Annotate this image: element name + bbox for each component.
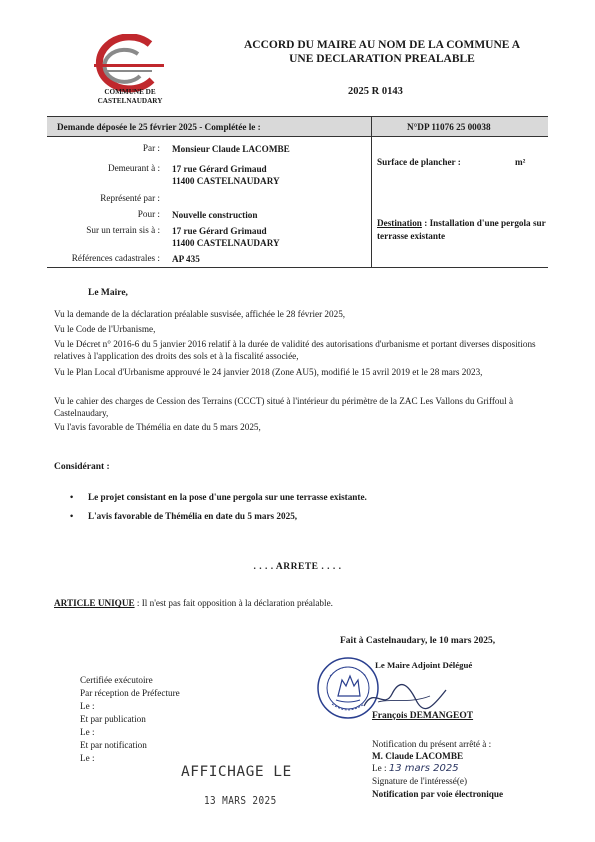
fait-a: Fait à Castelnaudary, le 10 mars 2025, xyxy=(340,636,496,646)
surface-unit: m² xyxy=(515,157,526,167)
notification-heading: Notification du présent arrêté à : xyxy=(372,739,492,749)
value-terrain: 17 rue Gérard Grimaud 11400 CASTELNAUDARY xyxy=(172,226,280,248)
affichage-stamp: AFFICHAGE LE xyxy=(181,764,292,780)
considerant-item: • L'avis favorable de Thémélia en date du 5 mars 2025, xyxy=(70,511,298,521)
certification-line: Certifiée exécutoire xyxy=(80,675,153,685)
notification-date: Le : 13 mars 2025 xyxy=(372,763,459,774)
request-table-header xyxy=(47,117,548,137)
label-par: Par : xyxy=(142,143,160,153)
label-terrain: Sur un terrain sis à : xyxy=(86,225,160,235)
vu-line: Vu le cahier des charges de Cession des Terrains (CCCT) situé à l'intérieur du périmètre de la ZAC Les Vallons du Griffoul à Castelnaudary, xyxy=(54,396,514,418)
signatory-name: François DEMANGEOT xyxy=(372,711,474,721)
label-represente: Représenté par : xyxy=(100,193,160,203)
document-title: ACCORD DU MAIRE AU NOM DE LA COMMUNE A UNE DECLARATION PREALABLE xyxy=(244,39,520,65)
article-unique: ARTICLE UNIQUE : Il n'est pas fait opposition à la déclaration préalable. xyxy=(54,598,333,608)
vu-line: Vu la demande de la déclaration préalable susvisée, affichée le 28 février 2025, xyxy=(54,309,346,319)
vu-line: Vu le Plan Local d'Urbanisme approuvé le 24 janvier 2018 (Zone AU5), modifié le 15 avril 2019 et le 28 mars 2023, xyxy=(54,367,483,377)
value-demeurant: 17 rue Gérard Grimaud 11400 CASTELNAUDARY xyxy=(172,164,280,186)
label-pour: Pour : xyxy=(137,209,160,219)
destination: Destination : Installation d'une pergola sur terrasse existante xyxy=(377,218,546,241)
notification-signature-label: Signature de l'intéressé(e) xyxy=(372,776,468,786)
certification-line: Et par notification xyxy=(80,740,147,750)
table-divider xyxy=(371,117,372,268)
certification-line: Et par publication xyxy=(80,714,146,724)
vu-line: Vu le Code de l'Urbanisme, xyxy=(54,324,156,334)
value-pour: Nouvelle construction xyxy=(172,210,258,220)
considerant-item: • Le projet consistant en la pose d'une pergola sur une terrasse existante. xyxy=(70,492,367,502)
certification-line: Par réception de Préfecture xyxy=(80,688,180,698)
handwritten-signature-icon xyxy=(360,680,450,714)
reference-number: 2025 R 0143 xyxy=(348,86,403,97)
request-date: Demande déposée le 25 février 2025 - Complétée le : xyxy=(57,122,261,132)
le-maire: Le Maire, xyxy=(88,288,128,298)
surface-label: Surface de plancher : xyxy=(377,157,461,167)
logo-caption: COMMUNE DE CASTELNAUDARY xyxy=(97,88,163,105)
label-cadastre: Références cadastrales : xyxy=(71,253,160,263)
certification-line: Le : xyxy=(80,753,95,763)
signatory-title: Le Maire Adjoint Délégué xyxy=(375,660,473,670)
request-number: N°DP 11076 25 00038 xyxy=(407,122,491,132)
value-par: Monsieur Claude LACOMBE xyxy=(172,144,290,154)
handwritten-date: 13 mars 2025 xyxy=(388,763,459,774)
considerant-heading: Considérant : xyxy=(54,462,110,472)
notification-recipient: M. Claude LACOMBE xyxy=(372,751,464,761)
request-table xyxy=(47,116,548,268)
arrete-heading: . . . . ARRETE . . . . xyxy=(253,562,342,572)
label-demeurant: Demeurant à : xyxy=(107,163,160,173)
notification-method: Notification par voie électronique xyxy=(372,789,504,799)
certification-line: Le : xyxy=(80,701,95,711)
vu-line: Vu l'avis favorable de Thémélia en date du 5 mars 2025, xyxy=(54,422,261,432)
certification-line: Le : xyxy=(80,727,95,737)
value-cadastre: AP 435 xyxy=(172,254,200,264)
affichage-date: 13 MARS 2025 xyxy=(204,794,277,807)
vu-line: Vu le Décret n° 2016-6 du 5 janvier 2016 relatif à la durée de validité des autorisations d'urbanisme et portant diverses dispositions relatives à l'application des droits des sols et à la fiscalité associée, xyxy=(54,339,536,361)
